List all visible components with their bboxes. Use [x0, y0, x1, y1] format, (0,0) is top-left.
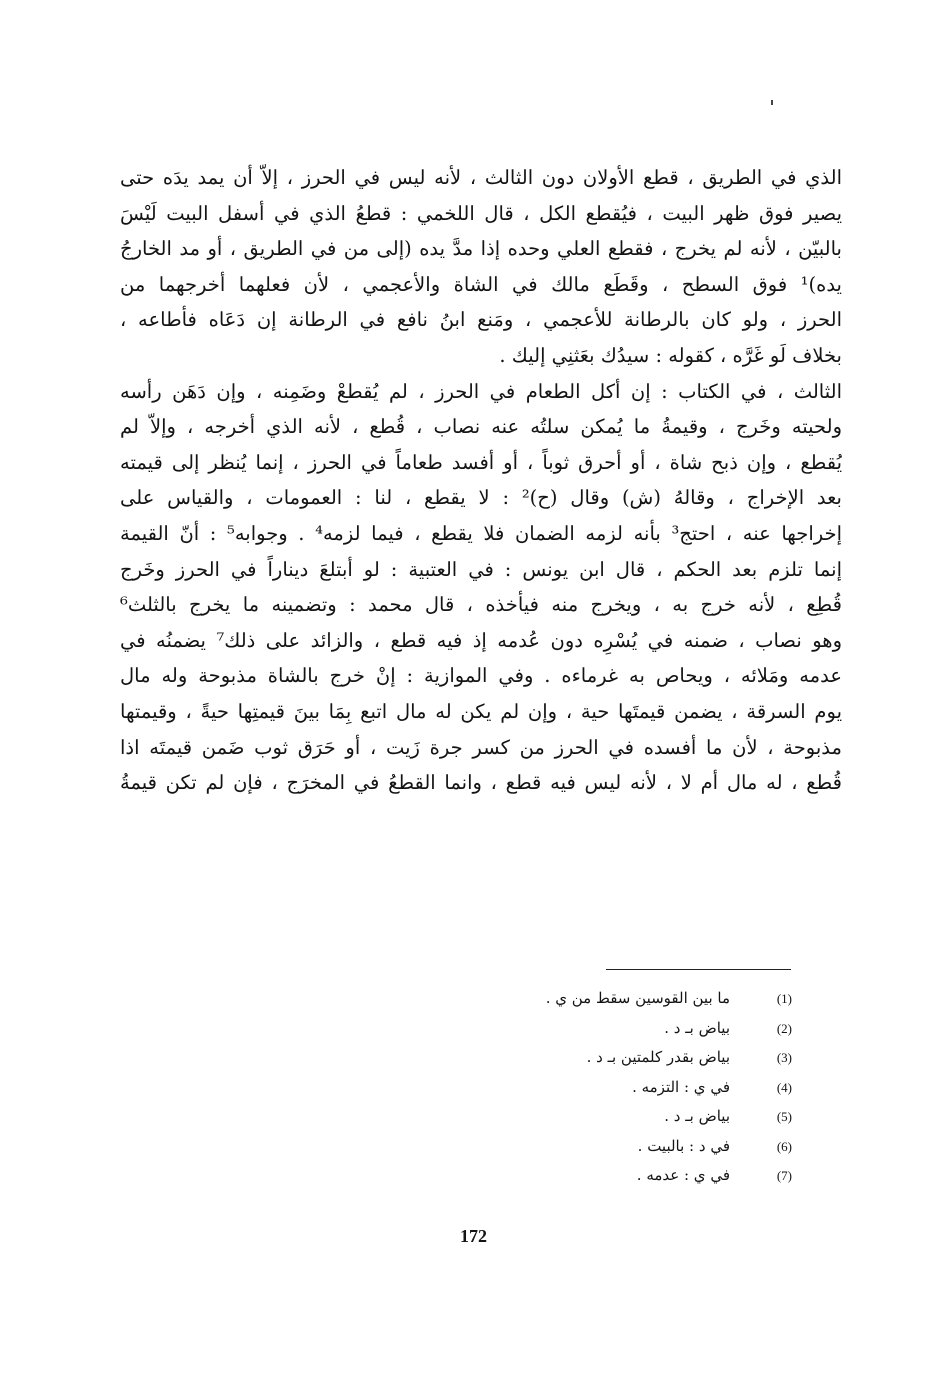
footnote-number: (6): [776, 1138, 792, 1154]
footnotes: [372, 984, 792, 1191]
footnote: [372, 984, 792, 1014]
footnote-number: (2): [776, 1020, 792, 1036]
text-line: ولحيته وخَرج ، وقيمةُ ما يُمكن سلتُه عنه نصاب ، قُطع ، لأنه الذي أخرجه ، وإلاّ لم: [120, 415, 842, 439]
footnote-divider: [606, 969, 791, 970]
text-line: مذبوحة ، لأن ما أفسده في الحرز من كسر جرة زَيت ، أو حَرَق ثوب ضَمن قيمتَه اذا: [120, 735, 842, 759]
footnote: [372, 1132, 792, 1162]
paragraph: [120, 160, 842, 374]
footnote-text: بياض بقدر كلمتين بـ د .: [586, 1048, 730, 1066]
footnote-number: (7): [776, 1168, 792, 1183]
paragraph: [120, 374, 842, 801]
main-text: [120, 160, 842, 801]
footnote-text: بياض بـ د .: [664, 1107, 730, 1125]
text-line: قُطع ، له مال أم لا ، لأنه ليس فيه قطع ، وانما القطعُ في المخرَج ، فإن لم تكن قيمةُ: [120, 771, 842, 795]
text-line: الثالث ، في الكتاب : إن أكل الطعام في الحرز ، لم يُقطعْ وضَمِنه ، وإن دَهَن رأسه: [120, 379, 842, 403]
page-number: 172: [460, 1226, 487, 1246]
footnote: [372, 1014, 792, 1044]
text-line: وهو نصاب ، ضمنه في يُسْرِه دون عُدمه إذ فيه قطع ، والزائد على ذلك⁷ يضمنُه في: [120, 628, 842, 652]
footnote-text: في د : بالبيت .: [637, 1136, 730, 1155]
text-line: بالبيّن ، لأنه لم يخرج ، فقطع العلي وحده إذا مدَّ يده (إلى من في الطريق ، أو مد الخارجُ: [120, 237, 842, 261]
footnote: [372, 1073, 792, 1103]
footnote-number: (5): [776, 1109, 792, 1124]
scan-mark: [771, 100, 773, 105]
footnote-text: في ي : عدمه .: [636, 1166, 730, 1184]
footnote-number: (4): [776, 1079, 792, 1095]
footnote: [372, 1161, 792, 1191]
text-line: الحرز ، ولو كان بالرطانة للأعجمي ، ومَنع ابنُ نافع في الرطانة إن دَعَاه فأطاعه ،: [120, 308, 842, 332]
text-line: يوم السرقة ، يضمن قيمتَها حية ، وإن لم يكن له مال اتبع بِمَا بينَ قيمتِها حيةً ، وقيمتها: [120, 699, 842, 723]
text-line: إخراجها عنه ، احتج³ بأنه لزمه الضمان فلا يقطع ، فيما لزمه⁴ . وجوابه⁵ : أنّ القيمة: [120, 521, 842, 545]
text-line: قُطِع ، لأنه خرج به ، ويخرج منه فيأخذه ، قال محمد : وتضمينه ما يخرج بالثلث⁶: [120, 593, 842, 617]
text-line: يصير فوق ظهر البيت ، فيُقطع الكل ، قال اللخمي : قطعُ الذي في أسفل البيت لَيْسَ: [120, 201, 842, 225]
footnote-number: (1): [776, 991, 792, 1006]
footnote-text: ما بين القوسين سقط من ي .: [545, 989, 730, 1007]
footnote: [372, 1043, 792, 1073]
footnote-number: (3): [776, 1050, 792, 1065]
footnote-text: بياض بـ د .: [664, 1018, 730, 1037]
text-line: الذي في الطريق ، قطع الأولان دون الثالث ، لأنه ليس في الحرز ، إلاّ أن يمد يدَه حتى: [120, 166, 842, 189]
text-line: عدمه ومَلائه ، ويحاص به غرماءه . وفي الموازية : إنْ خرج بالشاة مذبوحة وله مال: [120, 664, 842, 688]
text-line: إنما تلزم بعد الحكم ، قال ابن يونس : في العتبية : لو أبتلعَ ديناراً في الحرز وخَرج: [120, 557, 842, 581]
text-line: يُقطع ، وإن ذبح شاة ، أو أحرق ثوباً ، أو أفسد طعاماً في الحرز ، إنما يُنظر إلى قيمته: [120, 450, 842, 474]
footnote-text: في ي : التزمه .: [632, 1077, 730, 1096]
text-line: يده)¹ فوق السطح ، وقَطَع مالك في الشاة والأعجمي ، لأن فعلهما أخرجهما من: [120, 272, 842, 296]
footnote: [372, 1102, 792, 1132]
text-line: بعد الإخراج ، وقالهُ (ش) وقال (ح)² : لا يقطع ، لنا : العمومات ، والقياس على: [120, 486, 842, 510]
text-line: بخلاف لَو غَرَّه ، كقوله : سيدُك بعَثنِي إليك .: [499, 343, 842, 367]
